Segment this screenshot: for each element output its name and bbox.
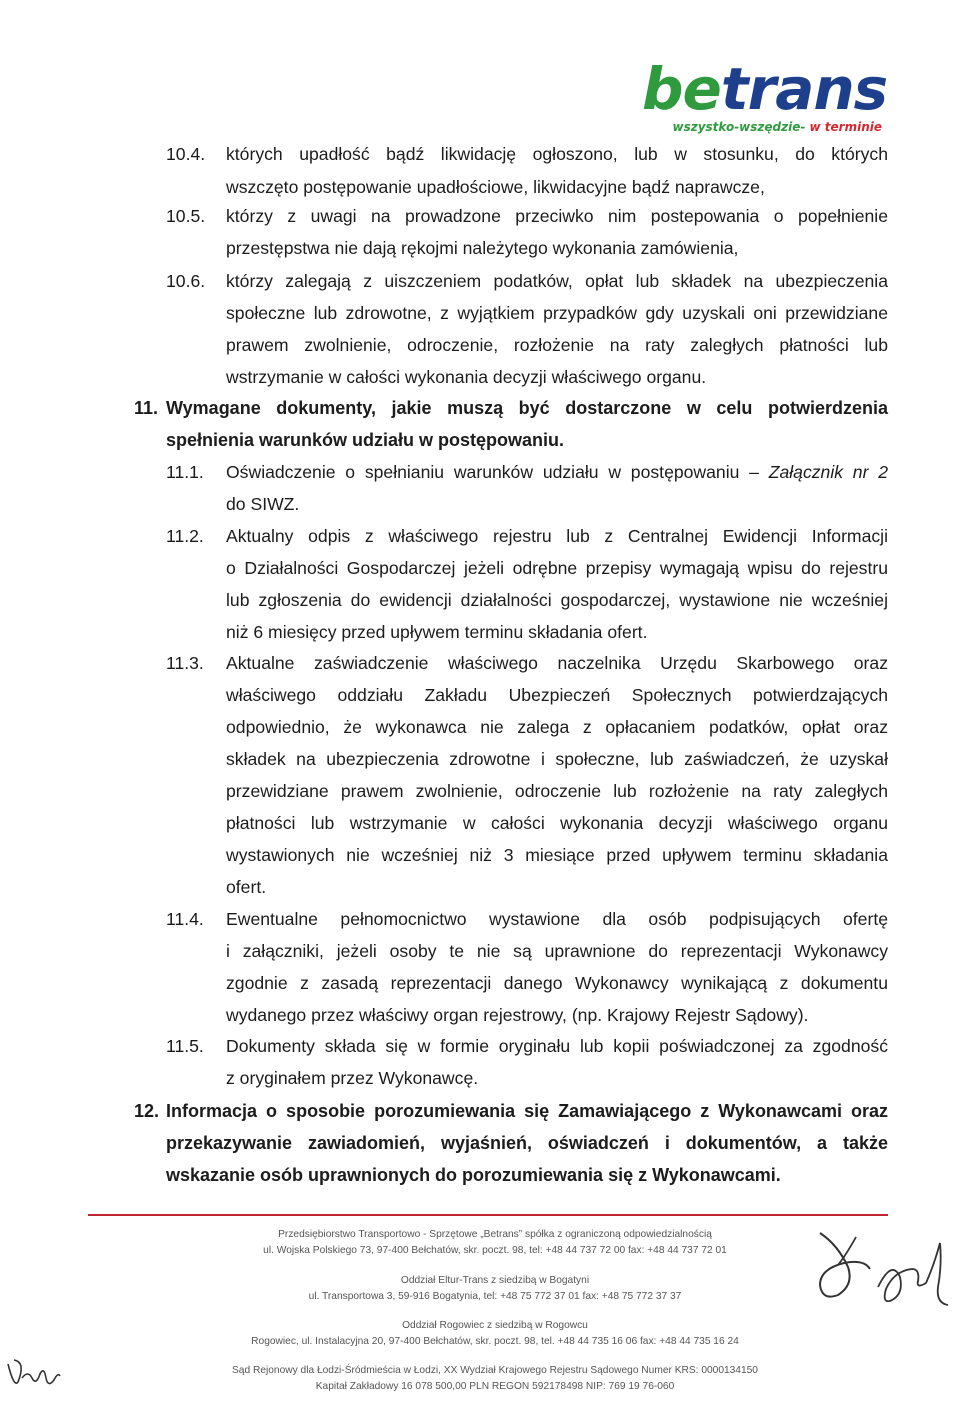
logo-wordmark <box>642 55 888 123</box>
item-text-line: Aktualne zaświadczenie właściwego naczelnika Urzędu Skarbowego oraz <box>226 653 888 673</box>
item-text-line: Dokumenty składa się w formie oryginału lub kopii poświadczonej za zgodność <box>226 1036 888 1056</box>
item-text-line: przestępstwa nie dają rękojmi należytego wykonania zamówienia, <box>226 238 739 258</box>
item-number: 11.2. <box>166 526 204 546</box>
item-text-line: płatności lub wstrzymanie w całości wykonania decyzji właściwego organu <box>226 813 888 833</box>
item-text-line: Ewentualne pełnomocnictwo wystawione dla osób podpisujących ofertę <box>226 909 888 929</box>
item-number: 11.5. <box>166 1036 204 1056</box>
item-text-line: których upadłość bądź likwidację ogłoszono, lub w stosunku, do których <box>226 144 888 164</box>
logo-slogan <box>642 120 882 134</box>
item-number: 10.4. <box>166 144 206 164</box>
item-text-line: o Działalności Gospodarczej jeżeli odrębne przepisy wymagają wpisu do rejestru <box>226 558 888 578</box>
item-text-line: prawem zwolnienie, odroczenie, rozłożenie na raty zaległych płatności lub <box>226 335 888 355</box>
footer-address: ul. Wojska Polskiego 73, 97-400 Bełchatów, skr. poczt. 98, tel: +48 44 737 72 00 fax: +48 44 737 72 01 <box>263 1245 727 1256</box>
logo-slogan-part-b: w terminie <box>805 120 882 134</box>
footer-branch-name: Oddział Eltur-Trans z siedzibą w Bogatyni <box>400 1275 590 1286</box>
item-text-line: przewidziane prawem zwolnienie, odroczenie lub rozłożenie na raty zaległych <box>226 781 888 801</box>
handwritten-signature <box>808 1225 958 1320</box>
item-text-line: wystawionych nie wcześniej niż 3 miesiące przed upływem terminu składania <box>226 845 888 865</box>
item-text-segment: Oświadczenie o spełnianiu warunków udziału w postępowaniu – <box>226 462 769 482</box>
item-text-line: zgodnie z zasadą reprezentacji danego Wykonawcy wynikającą z dokumentu <box>226 973 888 993</box>
item-number: 11.4. <box>166 909 204 929</box>
item-text-line: którzy z uwagi na prowadzone przeciwko nim postepowania o popełnienie <box>226 206 888 226</box>
logo-word-be: be <box>642 55 721 123</box>
item-text-line: lub zgłoszenia do ewidencji działalności gospodarczej, wystawione nie wcześniej <box>226 590 888 610</box>
section-heading-line: spełnienia warunków udziału w postępowaniu. <box>166 430 565 450</box>
section-number: 12. <box>134 1101 160 1121</box>
item-text-line: wszczęto postępowanie upadłościowe, likwidacyjne bądź naprawcze, <box>226 177 765 197</box>
attachment-reference: Załącznik nr 2 <box>768 462 888 482</box>
item-number: 10.6. <box>166 271 206 291</box>
item-text-line <box>226 461 888 483</box>
section-heading-line: wskazanie osób uprawnionych do porozumiewania się z Wykonawcami. <box>166 1165 781 1185</box>
section-heading-line: Wymagane dokumenty, jakie muszą być dostarczone w celu potwierdzenia <box>166 398 888 418</box>
section-number: 11. <box>134 398 159 418</box>
footer-branch-name: Oddział Rogowiec z siedzibą w Rogowcu <box>402 1320 588 1331</box>
section-heading-line: Informacja o sposobie porozumiewania się Zamawiającego z Wykonawcami oraz <box>166 1101 888 1121</box>
logo-slogan-part-a: wszystko-wszędzie- <box>672 120 806 134</box>
handwritten-initials <box>4 1352 64 1397</box>
item-number: 11.3. <box>166 653 204 673</box>
item-text-line: wstrzymanie w całości wykonania decyzji właściwego organu. <box>226 367 707 387</box>
footer-divider <box>88 1214 888 1216</box>
footer-company-name: Przedsiębiorstwo Transportowo - Sprzętowe „Betrans” spółka z ograniczoną odpowiedzialnością <box>278 1229 712 1240</box>
item-text-line: ofert. <box>226 877 267 897</box>
logo-word-trans: trans <box>720 55 888 123</box>
company-logo <box>642 55 888 134</box>
item-text-line: właściwego oddziału Zakładu Ubezpieczeń Społecznych potwierdzających <box>226 685 888 705</box>
item-text-line: składek na ubezpieczenia zdrowotne i społeczne, lub zaświadczeń, że uzyskał <box>226 749 888 769</box>
item-text-line: społeczne lub zdrowotne, z wyjątkiem przypadków gdy uzyskali oni przewidziane <box>226 303 888 323</box>
footer-registry: Sąd Rejonowy dla Łodzi-Śródmieścia w Łodzi, XX Wydział Krajowego Rejestru Sądowego Numer KRS: 0000134150 <box>232 1365 758 1376</box>
section-heading-line: przekazywanie zawiadomień, wyjaśnień, oświadczeń i dokumentów, a także <box>166 1133 888 1153</box>
item-text-line: wydanego przez właściwy organ rejestrowy, (np. Krajowy Rejestr Sądowy). <box>226 1005 809 1025</box>
item-number: 10.5. <box>166 206 206 226</box>
item-text-line: Aktualny odpis z właściwego rejestru lub z Centralnej Ewidencji Informacji <box>226 526 888 546</box>
footer-capital: Kapitał Zakładowy 16 078 500,00 PLN REGON 592178498 NIP: 769 19 76-060 <box>315 1381 675 1392</box>
item-text-line: i załączniki, jeżeli osoby te nie są uprawnione do reprezentacji Wykonawcy <box>226 941 888 961</box>
footer-branch-address: Rogowiec, ul. Instalacyjna 20, 97-400 Bełchatów, skr. poczt. 98, tel. +48 44 735 16 06 fax: +48 44 735 16 24 <box>251 1336 739 1347</box>
footer-branch-address: ul. Transportowa 3, 59-916 Bogatynia, tel: +48 75 772 37 01 fax: +48 75 772 37 37 <box>308 1291 682 1302</box>
item-text-line: do SIWZ. <box>226 494 300 514</box>
item-number: 11.1. <box>166 462 204 482</box>
item-text-line: którzy zalegają z uiszczeniem podatków, opłat lub składek na ubezpieczenia <box>226 271 888 291</box>
item-text-line: niż 6 miesięcy przed upływem terminu składania ofert. <box>226 622 648 642</box>
item-text-line: odpowiednio, że wykonawca nie zalega z opłacaniem podatków, opłat oraz <box>226 717 888 737</box>
item-text-line: z oryginałem przez Wykonawcę. <box>226 1068 479 1088</box>
